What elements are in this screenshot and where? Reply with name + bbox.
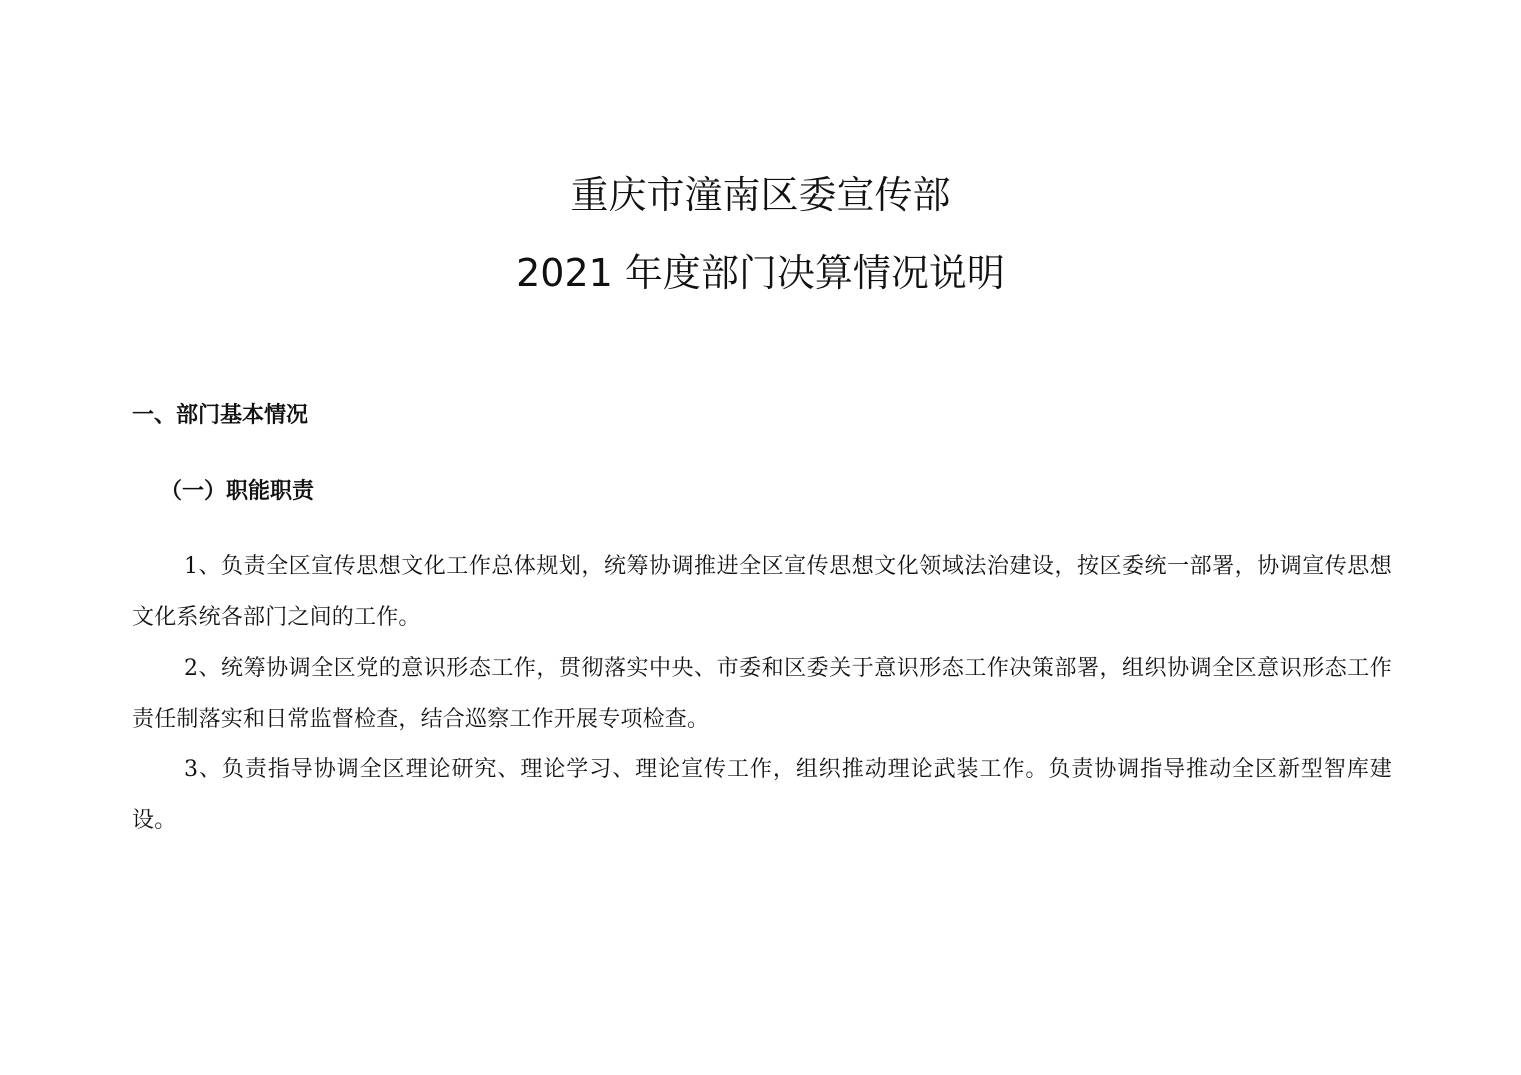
document-title-line-2: 2021 年度部门决算情况说明 — [516, 251, 1005, 295]
subsection-heading-functions: （一）职能职责 — [160, 478, 315, 504]
paragraph-item-2: 2、统筹协调全区党的意识形态工作，贯彻落实中央、市委和区委关于意识形态工作决策部署，组织协调全区意识形态工作责任制落实和日常监督检查，结合巡察工作开展专项检查。 — [132, 656, 1392, 732]
document-title-line-1: 重庆市潼南区委宣传部 — [570, 173, 951, 217]
paragraph-item-3: 3、负责指导协调全区理论研究、理论学习、理论宣传工作，组织推动理论武装工作。负责协调指导推动全区新型智库建设。 — [132, 757, 1392, 833]
section-heading-basic-info: 一、部门基本情况 — [132, 402, 309, 428]
paragraph-item-1: 1、负责全区宣传思想文化工作总体规划，统筹协调推进全区宣传思想文化领域法治建设，按区委统一部署，协调宣传思想文化系统各部门之间的工作。 — [132, 554, 1392, 630]
